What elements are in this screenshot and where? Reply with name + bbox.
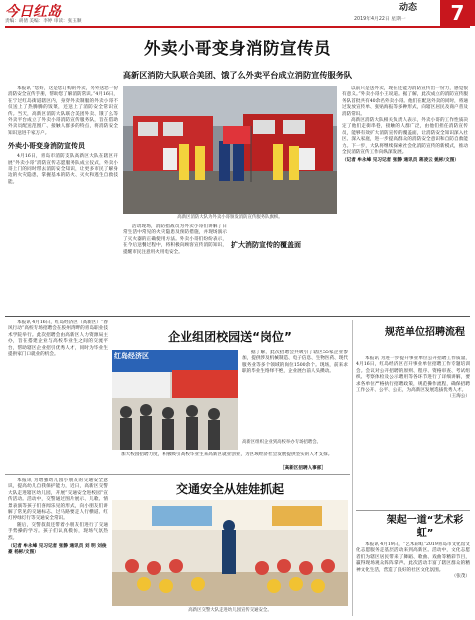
story3-headline: 交通安全从娃娃抓起 (175, 482, 284, 496)
story3-paragraph-1: 本报讯 为增强幼儿园小朋友的交通安全意识，提高幼儿自我保护能力，近日，高新区交警大队走进辖区幼儿园，开展“交通安全进校园”宣传活动。活动中，交警通过图片展示、儿歌、情景表演等孩子们喜闻乐见的形式，向小朋友们讲解了常见的交通标志、过马路要走人行横道、红灯停绿灯行等交通安全常识。 (8, 478, 108, 522)
page-number: 7 (440, 0, 475, 26)
column-divider (352, 320, 353, 616)
section-divider (5, 316, 470, 317)
story3-paragraph-2: 随后，交警叔叔还带着小朋友们进行了交通手势操的学习。孩子们认真模仿，现场气氛热烈。 (8, 522, 108, 541)
story3-column-1 (8, 478, 108, 616)
lead-paragraph-3: 活动现场，消防指战员为外卖小哥们讲解了日常生活中常见的火灾隐患及预防措施，并现场演示了灭火器的正确使用方法。外卖小哥们纷纷表示，在今后送餐过程中，将积极向顾客宣传消防知识，提醒市民注意用火用电安全。 (123, 224, 227, 255)
lead-paragraph-4: 以前只是送外卖，现在还能为消防宣传出一份力，感觉很有意义。”外卖小哥小王说道。据了解，此次成立的消防宣传服务队首批共有40余名外卖小哥。他们在配送外卖的同时，将通过发放宣传单、张贴海报等多种形式，向辖区居民及商户普及消防常识。 (342, 86, 468, 117)
story2-paragraph-1: 本报讯 4月16日，红岛经济区（高新区）“春风行动”高校专场招聘会在胶州湾畔的青岛职业技术学院举行。此次招聘会由高新区人力资源局主办，旨在搭建企业与高校毕业生之间的交流平台，帮助辖区企业招引优秀人才，同时为毕业生提供家门口就业的机会。 (8, 320, 108, 358)
newspaper-logo: 今日红岛 (5, 4, 61, 20)
story3-photo-caption: 高新区交警大队走进幼儿园宣传交通安全。 (188, 608, 272, 613)
story2-credit: ［高新区招聘人事部］ (280, 466, 326, 471)
lead-subhead-1: 外卖小哥变身消防宣传员 (8, 142, 85, 151)
lead-column-2 (123, 224, 227, 314)
story2-column-2 (242, 350, 348, 438)
lead-paragraph-5: 高新区消防大队相关负责人表示，外卖小哥的工作性质决定了他们走街串巷，接触的人群广泛，由他们担任消防宣传员，能够有效扩大消防宣传的覆盖面，让消防安全知识深入社区、深入家庭，进一步提高群众的消防安全意识和自防自救能力。下一步，大队将继续探索社会化消防宣传的新模式，推动全民消防宣传工作向纵深发展。 (342, 118, 468, 156)
lead-credit: （记者 牟永峰 见习记者 张静 通讯员 蒋凌云 姚彬/文图） (342, 158, 459, 164)
editor-line: 责编：胡倩 美编：李婷 审读：张玉顺 (5, 19, 82, 24)
story2-photo (112, 350, 238, 450)
story5-body (356, 542, 470, 618)
lead-subheadline: 高新区消防大队联合美团、饿了么外卖平台成立消防宣传服务队 (122, 70, 353, 80)
lead-paragraph-2: 4月16日，青岛市消防支队高新区大队在辖区开展“外卖小哥”消防宣传志愿服务队成立仪式，外卖小哥上门的同时带去消防安全知识，让更多市民了解身边的火灾隐患，掌握基本的防火、灭火和逃生自救技能。 (8, 154, 118, 185)
story4-headline: 规范单位招聘流程 (385, 327, 465, 338)
story2-paragraph-3: 加大校园招聘力度，积极吸引高校毕业生来高新区就业创业，为区域经济社会发展提供坚实的人才支撑。 (121, 452, 333, 457)
story2-photo-caption: 高新区组织企业到高校举办专场招聘会。 (242, 440, 322, 445)
story2-headline: 企业组团校园送“岗位” (168, 330, 292, 344)
lead-column-2b (231, 224, 337, 314)
story5-paragraph: 本报讯 4月19日，“艺术彩虹”2019青岛市文化馆文化志愿服务走基层活动来到高新区。活动中，文化志愿者们为辖区居民带来了舞蹈、歌曲、戏曲等精彩节目，赢得现场观众阵阵掌声。此次活动丰富了辖区群众的精神文化生活，营造了良好的社区文化氛围。 (356, 542, 470, 573)
story-divider (5, 474, 350, 475)
lead-headline: 外卖小哥变身消防宣传员 (144, 39, 331, 58)
story2-column-1 (8, 320, 108, 455)
page-header (0, 0, 475, 26)
story4-body (356, 356, 470, 506)
lead-photo (123, 86, 337, 214)
story2-photo-sign: 红岛经济区 (114, 352, 149, 360)
lead-column-1 (8, 86, 118, 311)
story5-credit: （张茂） (451, 574, 470, 580)
issue-date: 2019年4月22日 星期一 (354, 17, 406, 22)
header-rule (5, 26, 470, 28)
lead-subhead-2: 扩大消防宣传的覆盖面 (231, 241, 301, 249)
story4-credit: （王海公） (447, 394, 470, 400)
lead-photo-caption: 高新区消防大队为外卖小哥颁发消防宣传服务队旗帜。 (177, 215, 283, 220)
story3-credit: （记者 牟永峰 见习记者 张静 通讯员 刘 明 刘俊豪 杨彬/文图） (8, 544, 107, 556)
story2-paragraph-2: 据了解，此次招聘会共吸引了辖区55家企业参加，提供涉及机械制造、电子信息、生物医药、现代服务业等多个领域的岗位1500余个。现场，前来求职的毕业生络绎不绝，企业展台前人头攒动。 (242, 350, 348, 375)
story-divider-right (356, 510, 470, 511)
lead-column-3 (342, 86, 468, 314)
story3-photo (112, 500, 348, 606)
story5-headline: 架起一道“艺术彩虹” (386, 515, 464, 539)
section-title: 动态 (399, 3, 418, 13)
story4-paragraph: 本报讯 为进一步提升事业单位公开招聘工作质量，4月16日，红岛经济区召开事业单位招聘工作专题培训会。会议对公开招聘的原则、程序、资格审查、考试组织、考察体检及公示聘用等各环节进行了详细讲解，要求各单位严格执行招聘政策，规范操作流程，确保招聘工作公开、公平、公正，为高新区发展选拔优秀人才。 (356, 356, 470, 394)
lead-paragraph-1: 本报讯 “您好，这是您订购的外卖，另外送您一份消防安全宣传手册，帮助您了解消防常识。”4月16日，在宁过红岛街道辖区内，身穿外卖制服的外卖小哥不仅送上了热腾腾的饭菜，还送上了消防安全常识宣传。当天，高新区消防大队联合美团外卖、饿了么等外卖平台成立了外卖小哥消防宣传服务队，旨在借助外卖员配送范围广、接触人群多的特点，将消防安全知识送进千家万户。 (8, 86, 118, 136)
